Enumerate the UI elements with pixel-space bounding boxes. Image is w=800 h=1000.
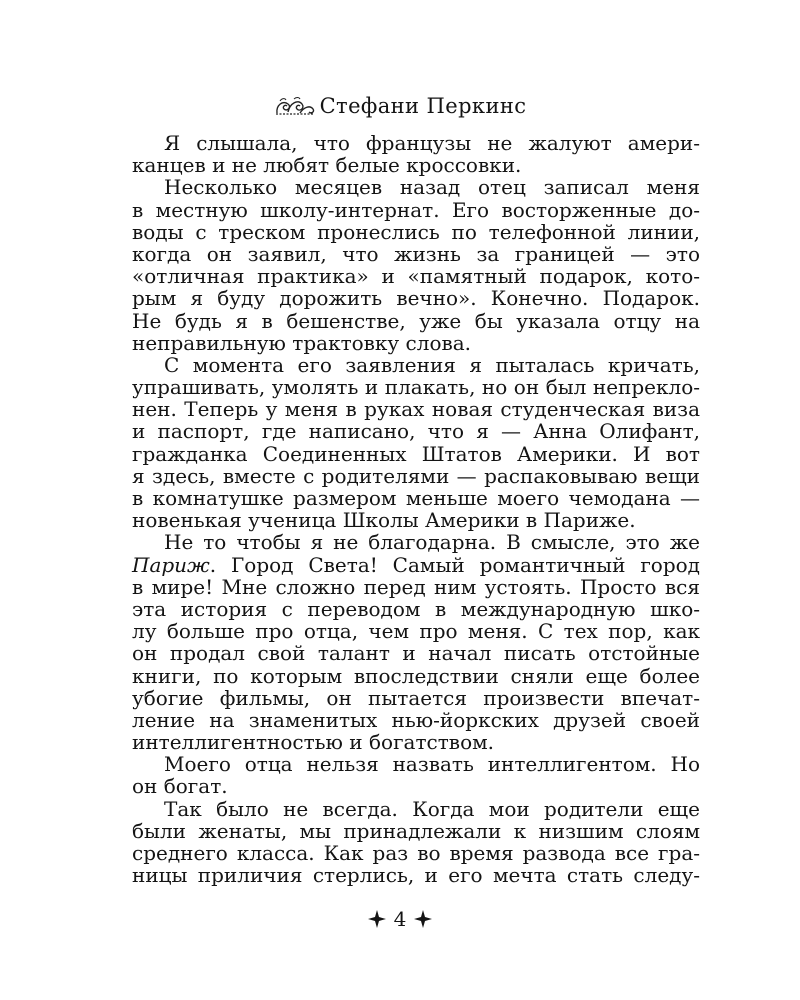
text-line bbox=[132, 354, 700, 376]
text-line bbox=[132, 598, 700, 620]
line-text: убогие фильмы, он пытается произвести впечат- bbox=[132, 685, 700, 710]
line-text: ление на знаменитых нью-йоркских друзей своей bbox=[132, 707, 700, 732]
text-line bbox=[132, 398, 700, 420]
text-line bbox=[132, 443, 700, 465]
line-text: в комнатушке размером меньше моего чемодана — bbox=[132, 486, 700, 510]
line-text: Несколько месяцев назад отец записал меня bbox=[164, 175, 700, 200]
text-line bbox=[132, 576, 700, 598]
swirl-ornament-icon bbox=[274, 95, 316, 117]
text-line bbox=[132, 775, 700, 797]
text-line bbox=[132, 731, 700, 753]
line-text: упрашивать, умолять и плакать, но он был непрекло- bbox=[132, 375, 700, 400]
text-line bbox=[132, 665, 700, 687]
line-text: он богат. bbox=[132, 774, 228, 799]
text-line bbox=[132, 154, 700, 176]
line-text: когда он заявил, что жизнь за границей — это bbox=[132, 241, 700, 266]
text-line bbox=[132, 642, 700, 664]
line-text: эта история с переводом в международную шко- bbox=[132, 596, 700, 621]
text-line bbox=[132, 798, 700, 820]
line-text: среднего класса. Как раз во время развода все гра- bbox=[132, 841, 700, 865]
line-text: лу больше про отца, чем про меня. С тех пор, как bbox=[132, 619, 700, 644]
text-line bbox=[132, 842, 700, 864]
line-text: рым я буду дорожить вечно». Конечно. Подарок. bbox=[132, 286, 700, 311]
text-line bbox=[132, 465, 700, 487]
line-text: в мире! Мне сложно перед ним устоять. Просто вся bbox=[132, 574, 700, 599]
text-line bbox=[132, 287, 700, 309]
text-line bbox=[132, 199, 700, 221]
text-line bbox=[132, 265, 700, 287]
text-line bbox=[132, 487, 700, 509]
italic-word: Париж bbox=[132, 552, 210, 577]
text-line bbox=[132, 620, 700, 642]
line-text: Не то чтобы я не благодарна. В смысле, это же bbox=[164, 530, 700, 555]
text-line bbox=[132, 709, 700, 731]
text-line bbox=[132, 531, 700, 553]
line-text: книги, по которым впоследствии сняли еще более bbox=[132, 663, 700, 688]
page-number: 4 bbox=[393, 907, 407, 931]
line-text: Так было не всегда. Когда мои родители еще bbox=[164, 796, 700, 821]
four-point-star-icon bbox=[368, 909, 386, 927]
text-line bbox=[132, 310, 700, 332]
text-line bbox=[132, 332, 700, 354]
line-text: С момента его заявления я пыталась кричать, bbox=[164, 352, 700, 377]
running-header bbox=[0, 94, 800, 118]
line-text: . Город Света! Самый романтичный город bbox=[209, 552, 700, 577]
line-text: Моего отца нельзя назвать интеллигентом. Но bbox=[164, 752, 700, 777]
text-line bbox=[132, 687, 700, 709]
line-text: гражданка Соединенных Штатов Америки. И вот bbox=[132, 441, 700, 466]
author-name: Стефани Перкинс bbox=[319, 94, 527, 118]
text-line bbox=[132, 554, 700, 576]
text-line bbox=[132, 132, 700, 154]
text-line bbox=[132, 509, 700, 531]
line-text: «отличная практика» и «памятный подарок, кото- bbox=[132, 264, 700, 289]
text-line bbox=[132, 176, 700, 198]
line-text: были женаты, мы принадлежали к низшим слоям bbox=[132, 818, 700, 843]
text-line bbox=[132, 376, 700, 398]
body-text bbox=[132, 132, 700, 886]
line-text: воды с треском пронеслись по телефонной линии, bbox=[132, 219, 700, 244]
line-text: канцев и не любят белые кроссовки. bbox=[132, 153, 522, 178]
line-text: в местную школу-интернат. Его восторженные до- bbox=[132, 197, 700, 222]
text-line bbox=[132, 820, 700, 842]
line-text: неправильную трактовку слова. bbox=[132, 330, 472, 355]
text-line bbox=[132, 864, 700, 886]
line-text: он продал свой талант и начал писать отстойные bbox=[132, 641, 700, 666]
line-text: нен. Теперь у меня в руках новая студенческая виза bbox=[132, 397, 700, 422]
text-line bbox=[132, 243, 700, 265]
line-text: интеллигентностью и богатством. bbox=[132, 730, 495, 755]
page-footer bbox=[0, 907, 800, 931]
line-text: Не будь я в бешенстве, уже бы указала отцу на bbox=[132, 308, 700, 333]
text-line bbox=[132, 420, 700, 442]
line-text: Я слышала, что французы не жалуют амери- bbox=[164, 131, 700, 155]
line-text: я здесь, вместе с родителями — распаковываю вещи bbox=[132, 463, 700, 488]
line-text: и паспорт, где написано, что я — Анна Олифант, bbox=[132, 419, 700, 444]
text-line bbox=[132, 753, 700, 775]
line-text: новенькая ученица Школы Америки в Париже. bbox=[132, 508, 636, 533]
four-point-star-icon bbox=[414, 909, 432, 927]
text-line bbox=[132, 221, 700, 243]
line-text: ницы приличия стерлись, и его мечта стать следу- bbox=[132, 863, 700, 888]
